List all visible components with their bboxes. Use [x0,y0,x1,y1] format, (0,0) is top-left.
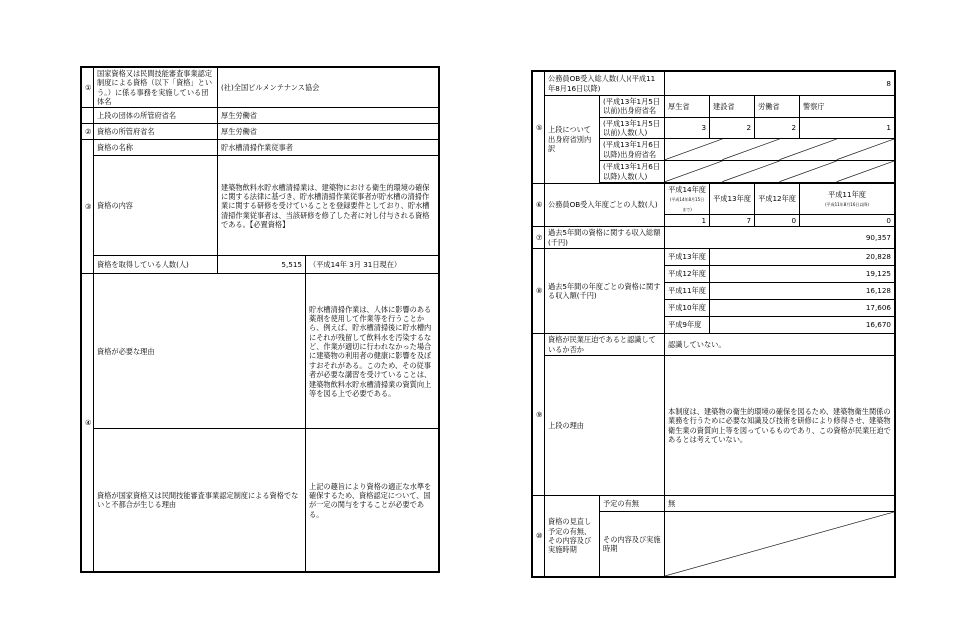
ministry-4: 警察庁 [800,96,895,118]
row-number-8: ⑧ [533,249,545,334]
income-value-1: 20,828 [710,249,895,266]
plan-label: 予定の有無 [600,496,665,512]
left-form-sheet [80,66,440,573]
pressure-reason-label: 上段の理由 [545,356,665,496]
organization-label: 国家資格又は民間技能審査事業認定制度による資格（以下「資格」という。）に係る事務を実施している団体名 [94,68,218,108]
income-year-5: 平成9年度 [665,317,710,334]
income-value-2: 19,125 [710,266,895,283]
income-year-2: 平成12年度 [665,266,710,283]
row-number-9: ⑨ [533,334,545,496]
ob-year-value-3: 0 [755,214,800,226]
income-yearly-label: 過去5年間の年度ごとの資格に関する収入額(千円) [545,249,665,334]
ob-yearly-label: 公務員OB受入年度ごとの人数(人) [545,183,665,226]
income-value-4: 17,606 [710,300,895,317]
pre-count-1: 3 [665,117,710,139]
problem-reason-value: 上記の趣旨により資格の適正な水準を確保するため、資格認定について、国が一定の関与をすることが必要である。 [306,429,439,572]
ob-total-label: 公務員OB受入総人数(人)(平成11年8月16日以降) [545,72,665,96]
holders-date: （平成14年 3月 31日現在） [306,256,439,274]
income-value-5: 16,670 [710,317,895,334]
left-form-table [81,67,439,572]
ob-year-value-2: 7 [710,214,755,226]
row-number-2: ② [82,124,94,140]
org-ministry-label: 上段の団体の所管府省名 [94,108,218,124]
ob-year-3: 平成12年度 [755,183,800,214]
row-number-6: ⑥ [533,183,545,226]
row-number-1: ① [82,68,94,108]
row-number-5: ⑤ [533,72,545,184]
review-detail-label: その内容及び実施時期 [600,512,665,577]
ob-year-2: 平成13年度 [710,183,755,214]
row-number-10: ⑩ [533,496,545,577]
ob-year-1: 平成14年度 (平成14年8月15日まで) [665,183,710,214]
post-count-empty [665,161,895,183]
holders-label: 資格を取得している人数(人) [94,256,218,274]
post-ministry-label: (平成13年1月6日以降)出身府省名 [600,139,665,161]
ministry-3: 労働省 [755,96,800,118]
income-total-value: 90,357 [665,227,895,249]
org-ministry-value: 厚生労働省 [218,108,439,124]
income-year-4: 平成10年度 [665,300,710,317]
ob-year-value-1: 1 [665,214,710,226]
row-number-3: ③ [82,140,94,274]
by-ministry-label: 上段について出身府省別内訳 [545,96,600,184]
organization-value: (社)全国ビルメンテナンス協会 [218,68,439,108]
row-number-7: ⑦ [533,227,545,249]
pressure-reason-value: 本制度は、建築物の衛生的環境の確保を図るため、建築物衛生関係の業務を行うために必要な知識及び技術を研修により修得させ、建築物衛生業の資質向上等を図っているものであり、この資格が民業圧迫であるとは考えていない。 [665,356,895,496]
problem-reason-label: 資格が国家資格又は民間技能審査事業認定制度による資格でないと不都合が生じる理由 [94,429,306,572]
holders-value: 5,515 [218,256,306,274]
qualification-name-value: 貯水槽清掃作業従事者 [218,140,439,156]
post-count-label: (平成13年1月6日以降)人数(人) [600,161,665,183]
qualification-content-value: 建築物飲料水貯水槽清掃業は、建築物における衛生的環境の確保に関する法律に基づき、貯水槽清掃作業従事者が貯水槽の清掃作業に関する研修を受けていることを登録要件としており、貯水槽清掃作業従事者は、当該研修を修了した者に対し付与される資格である。【必置資格】 [218,156,439,256]
qualification-content-label: 資格の内容 [94,156,218,256]
pre-count-4: 1 [800,117,895,139]
income-total-label: 過去5年間の資格に関する収入総額(千円) [545,227,665,249]
ministry-1: 厚生省 [665,96,710,118]
income-year-3: 平成11年度 [665,283,710,300]
qualification-ministry-value: 厚生労働省 [218,124,439,140]
pre-count-label: (平成13年1月5日以前)人数(人) [600,117,665,139]
row-number-4: ④ [82,274,94,572]
post-ministry-empty [665,139,895,161]
pre-ministry-label: (平成13年1月5日以前)出身府省名 [600,96,665,118]
right-form-table [532,71,895,577]
qualification-ministry-label: 資格の所管府省名 [94,124,218,140]
qualification-name-label: 資格の名称 [94,140,218,156]
ob-year-4: 平成11年度 (平成11年8月16日以降) [800,183,895,214]
need-reason-value: 貯水槽清掃作業は、人体に影響のある薬剤を使用して作業等を行うことから、例えば、貯水槽清掃後に貯水槽内にそれが残留して飲料水を汚染するなど、作業が適切に行われなかった場合に建築物の利用者の健康に影響を及ぼすおそれがある。このため、その従事者が必要な講習を受けていることは、建築物飲料水貯水槽清掃業の資質向上等を図る上で必要である。 [306,274,439,429]
pre-count-2: 2 [710,117,755,139]
right-form-sheet [531,70,896,578]
pressure-value: 認識していない。 [665,334,895,356]
income-value-3: 16,128 [710,283,895,300]
review-label: 資格の見直し予定の有無、その内容及び実施時期 [545,496,600,577]
pre-count-3: 2 [755,117,800,139]
review-detail-empty [665,512,895,577]
pressure-label: 資格が民業圧迫であると認識しているか否か [545,334,665,356]
ob-year-value-4: 0 [800,214,895,226]
need-reason-label: 資格が必要な理由 [94,274,306,429]
plan-value: 無 [665,496,895,512]
ob-total-value: 8 [665,72,895,96]
ministry-2: 建設省 [710,96,755,118]
income-year-1: 平成13年度 [665,249,710,266]
